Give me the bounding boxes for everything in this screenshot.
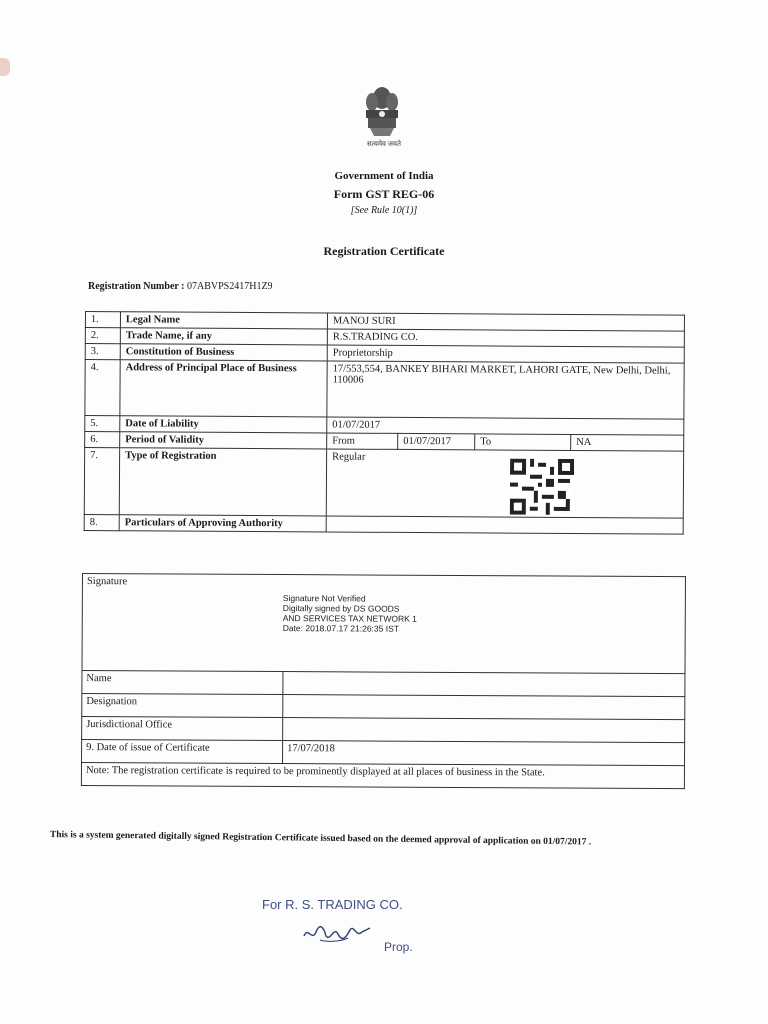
proprietor-label: Prop. [384,940,413,954]
table-row [84,514,683,534]
emblem-motto: सत्यमेव जयते [367,140,401,148]
signature-table [81,573,686,789]
registration-details-table [84,311,685,535]
trade-name-value: R.S.TRADING CO. [327,329,684,347]
validity-from-label: From [327,433,398,449]
row-number: 1. [85,312,120,328]
row-number: 7. [84,448,119,515]
validity-from-date: 01/07/2017 [398,433,475,449]
address-value: 17/553,554, BANKEY BIHARI MARKET, LAHORI GATE, New Delhi, Delhi, 110006 [327,361,684,419]
qr-code-icon [510,459,574,515]
row-label: Particulars of Approving Authority [119,515,326,532]
form-title: Form GST REG-06 [333,187,435,201]
registration-number [88,281,273,292]
table-row [82,671,685,697]
legal-name-value: MANOJ SURI [327,313,684,331]
row-number: 8. [84,514,119,530]
row-number: 6. [85,432,120,448]
row-label: Legal Name [120,312,327,329]
name-value [283,672,685,697]
name-label: Name [82,671,283,695]
row-label: Trade Name, if any [120,328,327,345]
paper-edge-mark [0,58,10,76]
firm-stamp: For R. S. TRADING CO. [262,897,403,912]
row-label: Period of Validity [120,432,327,449]
designation-value [283,695,685,720]
certificate-title: Registration Certificate [323,244,445,258]
registration-type-cell [326,449,683,518]
row-number: 2. [85,328,120,344]
handwritten-signature [300,918,380,951]
rule-reference: [See Rule 10(1)] [350,205,418,216]
signature-date: Date: 2018.07.17 21:26:35 IST [282,623,400,634]
signature-cell [82,574,685,674]
table-row [82,694,685,720]
display-note: Note: The registration certificate is required to be prominently displayed at all places of business in the State. [81,763,684,789]
validity-to-label: To [475,434,571,451]
row-label: Date of Liability [120,416,327,433]
constitution-value: Proprietorship [327,345,684,363]
table-row [82,574,685,674]
table-row [81,763,684,789]
table-row [84,448,683,519]
validity-to-value: NA [571,434,684,451]
row-number: 5. [85,416,120,432]
system-generated-note: This is a system generated digitally signed Registration Certificate issued based on the deemed approval of application on 01/07/2017 . [49,830,592,848]
jurisdictional-office-value [283,718,685,743]
designation-label: Designation [82,694,283,718]
registration-type-value: Regular [332,451,366,463]
government-title: Government of India [334,170,434,182]
table-row [82,740,685,766]
signature-signer-cont: AND SERVICES TAX NETWORK 1 [282,613,417,624]
signature-icon [300,918,380,946]
row-number: 4. [85,360,120,416]
issue-date-label: 9. Date of issue of Certificate [82,740,283,764]
signature-status: Signature Not Verified [282,593,366,604]
row-label: Address of Principal Place of Business [120,360,327,417]
row-number: 3. [85,344,120,360]
table-row [82,717,685,743]
table-row [85,360,684,420]
issue-date-value: 17/07/2018 [283,741,685,766]
registration-number-value: 07ABVPS2417H1Z9 [186,281,273,292]
row-label: Type of Registration [119,448,326,516]
signature-label: Signature [86,576,128,588]
digital-signature-stamp [283,593,417,634]
row-label: Constitution of Business [120,344,327,361]
liability-date-value: 01/07/2017 [327,417,684,435]
approving-authority-value [326,516,683,534]
signature-signer: Digitally signed by DS GOODS [282,603,400,614]
registration-number-label: Registration Number : [88,281,185,292]
jurisdictional-office-label: Jurisdictional Office [82,717,283,741]
